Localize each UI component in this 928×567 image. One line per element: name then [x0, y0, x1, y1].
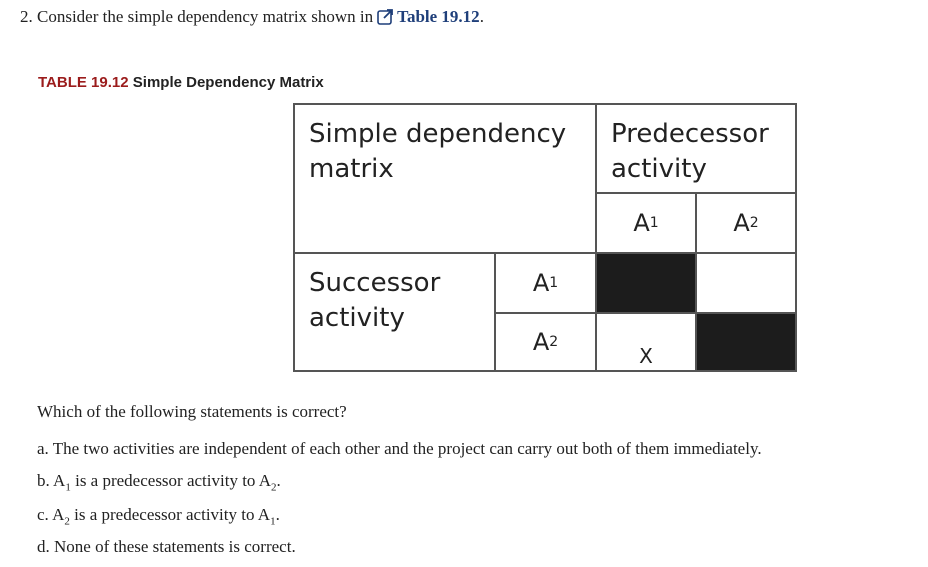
option-c-sub-1: 2 — [64, 515, 70, 528]
successor-line1: Successor — [309, 268, 441, 298]
option-c-sub-2: 1 — [270, 515, 276, 528]
row-header-a2 — [494, 312, 597, 372]
matrix-header-line1: Simple dependency — [309, 119, 567, 149]
row1-base: A — [532, 269, 550, 297]
row1-sub: 1 — [549, 275, 559, 291]
successor-line2: activity — [309, 303, 405, 333]
row-header-a1 — [494, 252, 597, 314]
row2-sub: 2 — [549, 334, 559, 350]
dependency-matrix — [293, 103, 797, 372]
external-link-icon[interactable] — [377, 8, 394, 25]
option-b-text-1: b. A — [37, 471, 66, 490]
option-b-text-3: . — [276, 471, 281, 490]
column-header-a1 — [595, 192, 697, 254]
option-c-text-1: c. A — [37, 505, 65, 524]
matrix-cell-a2-a1 — [595, 312, 697, 372]
question-text — [20, 7, 484, 27]
option-b-sub-1: 1 — [65, 481, 71, 494]
matrix-header-line2: matrix — [309, 154, 394, 184]
table-caption-number: TABLE 19.12 — [38, 74, 129, 91]
matrix-cell-a1-a1 — [595, 252, 697, 314]
option-d[interactable]: d. None of these statements is correct. — [37, 537, 296, 556]
option-c[interactable] — [37, 505, 280, 527]
predecessor-header-cell — [595, 103, 797, 194]
question-suffix: . — [479, 7, 484, 26]
matrix-header-cell — [293, 103, 597, 254]
col2-base: A — [733, 209, 750, 237]
option-b-text-2: is a predecessor activity to A — [70, 471, 272, 490]
table-link[interactable]: Table 19.12 — [397, 7, 480, 26]
row2-base: A — [532, 328, 550, 356]
question-prefix: 2. Consider the simple dependency matrix shown in — [20, 7, 374, 26]
table-caption-title: Simple Dependency Matrix — [132, 74, 324, 91]
cell-mark-x: X — [639, 344, 653, 368]
table-caption — [38, 74, 324, 91]
successor-label-cell — [293, 252, 496, 372]
col2-sub: 2 — [749, 215, 759, 231]
matrix-cell-a2-a2 — [695, 312, 797, 372]
option-a[interactable]: a. The two activities are independent of each other and the project can carry out both of them immediately. — [37, 439, 762, 458]
col1-base: A — [633, 209, 650, 237]
predecessor-line1: Predecessor — [611, 119, 769, 149]
question-prompt: Which of the following statements is correct? — [37, 402, 347, 421]
predecessor-line2: activity — [611, 154, 707, 184]
option-b-sub-2: 2 — [271, 481, 277, 494]
option-c-text-3: . — [275, 505, 280, 524]
option-c-text-2: is a predecessor activity to A — [69, 505, 271, 524]
option-b[interactable] — [37, 471, 281, 493]
column-header-a2 — [695, 192, 797, 254]
cell-mark — [697, 314, 795, 384]
matrix-cell-a1-a2 — [695, 252, 797, 314]
col1-sub: 1 — [649, 215, 659, 231]
